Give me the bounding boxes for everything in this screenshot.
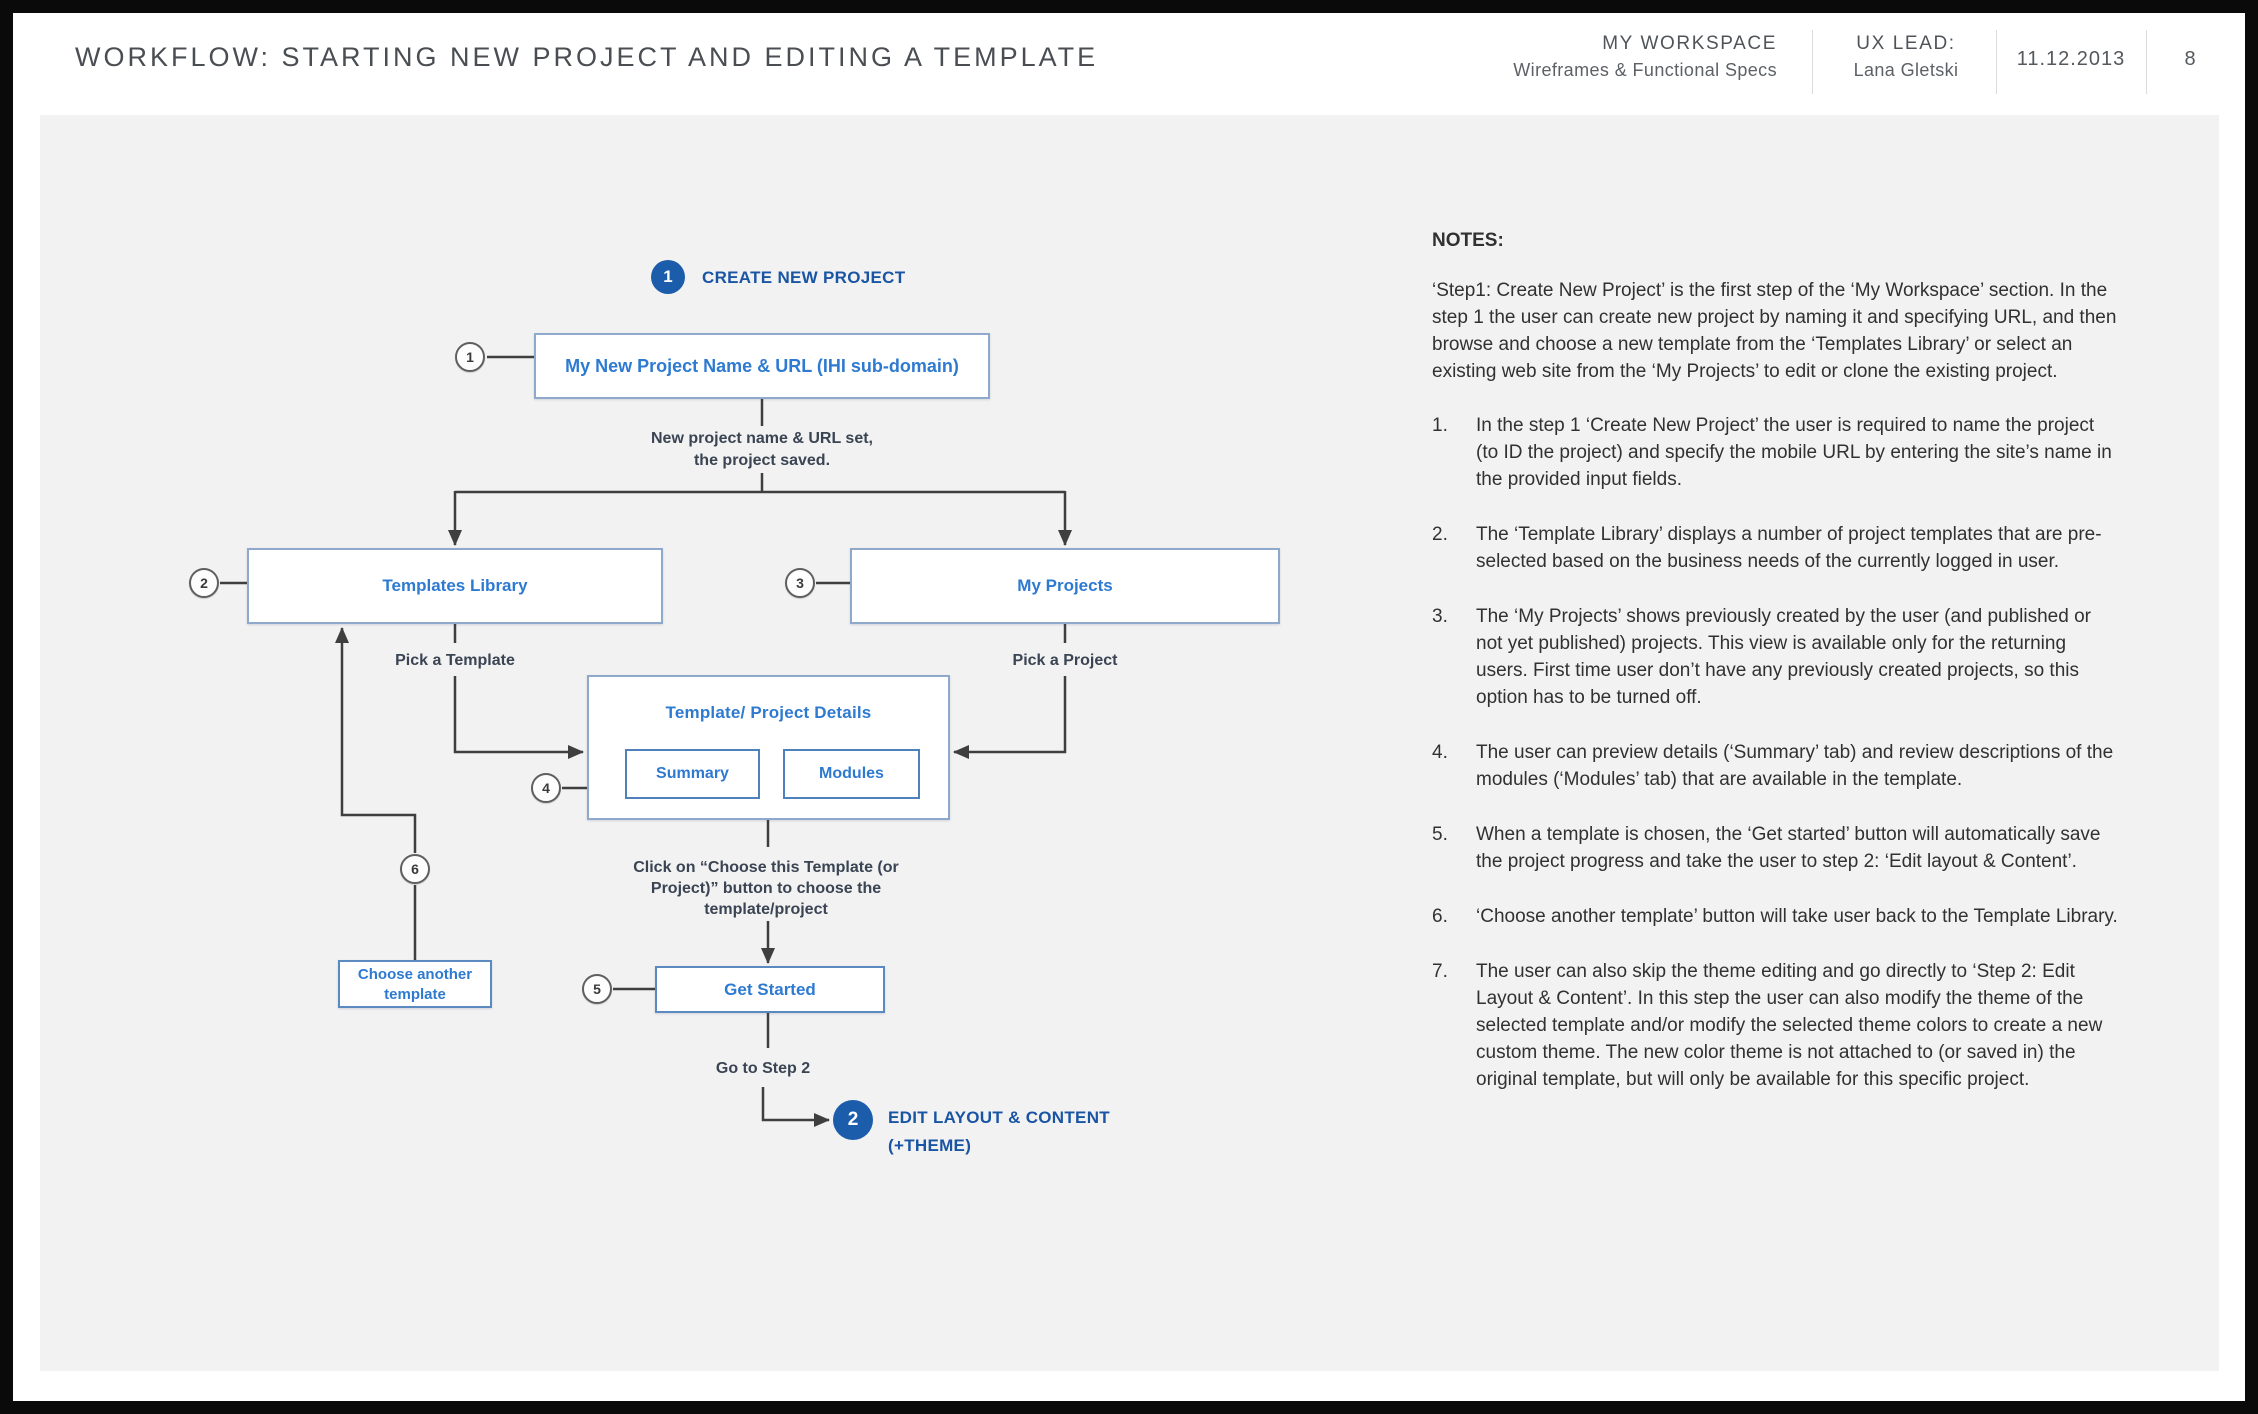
note-item xyxy=(1432,603,2120,711)
header-separator xyxy=(1996,30,1997,94)
note-number: 6. xyxy=(1432,906,1448,927)
callout-1: 1 xyxy=(455,342,485,372)
caption-pick-template: Pick a Template xyxy=(395,652,515,669)
box-get-started: Get Started xyxy=(655,966,885,1013)
caption-go-to-step2: Go to Step 2 xyxy=(715,1060,811,1077)
box-templates-library: Templates Library xyxy=(247,548,663,624)
tab-summary: Summary xyxy=(625,749,760,799)
callout-2: 2 xyxy=(189,568,219,598)
note-text: When a template is chosen, the ‘Get started’ button will automatically save the project progress and take the user to step 2: ‘Edit layout & Content’. xyxy=(1476,824,2101,872)
date: 11.12.2013 xyxy=(2016,48,2126,70)
workspace-block xyxy=(1513,33,1777,81)
header-separator xyxy=(1812,30,1813,94)
page-title: WORKFLOW: STARTING NEW PROJECT AND EDITING A TEMPLATE xyxy=(75,42,1099,72)
details-title: Template/ Project Details xyxy=(665,703,872,722)
step2-badge: 2 xyxy=(833,1100,873,1140)
callout-5: 5 xyxy=(582,974,612,1004)
note-number: 3. xyxy=(1432,606,1448,627)
caption-pick-project: Pick a Project xyxy=(1012,652,1118,669)
note-item xyxy=(1432,903,2120,930)
note-text: ‘Choose another template’ button will take user back to the Template Library. xyxy=(1476,906,2118,927)
note-text: The user can preview details (‘Summary’ tab) and review descriptions of the modules (‘Modules’ tab) that are available in the template. xyxy=(1476,742,2114,790)
note-text: In the step 1 ‘Create New Project’ the user is required to name the project (to ID the project) and specify the mobile URL by entering the site’s name in the provided input fields. xyxy=(1476,415,2112,490)
note-number: 7. xyxy=(1432,961,1448,982)
note-text: The ‘Template Library’ displays a number of project templates that are pre-selected based on the business needs of the currently logged in user. xyxy=(1476,524,2102,572)
note-item xyxy=(1432,521,2120,575)
note-item xyxy=(1432,958,2120,1093)
notes-list xyxy=(1432,412,2120,1093)
ux-lead-block xyxy=(1830,33,1982,81)
step1-badge: 1 xyxy=(651,260,685,294)
workspace-title: MY WORKSPACE xyxy=(1602,33,1777,54)
page-number: 8 xyxy=(2184,48,2196,70)
box-choose-another-template: Choose another template xyxy=(338,960,492,1008)
step2-label: EDIT LAYOUT & CONTENT (+THEME) xyxy=(888,1108,1110,1155)
callout-3: 3 xyxy=(785,568,815,598)
box-project-name: My New Project Name & URL (IHI sub-domain) xyxy=(534,333,990,399)
step1-label: CREATE NEW PROJECT xyxy=(702,268,906,287)
notes-intro: ‘Step1: Create New Project’ is the first step of the ‘My Workspace’ section. In the step 1 the user can create new project by naming it and specifying URL, and then browse and choose a new template from the ‘Templates Library’ or select an existing web site from the ‘My Projects’ to edit or clone the existing project. xyxy=(1432,280,2117,382)
note-text: The user can also skip the theme editing and go directly to ‘Step 2: Edit Layout & Content’. In this step the user can also modify the theme of the selected template and/or modify the selected theme colors to create a new custom theme. The new color theme is not attached to (or saved in) the original template, but will only be available for this specific project. xyxy=(1476,961,2103,1090)
tab-modules: Modules xyxy=(783,749,920,799)
notes-heading: NOTES: xyxy=(1432,230,1504,251)
note-number: 4. xyxy=(1432,742,1448,763)
callout-6: 6 xyxy=(400,854,430,884)
note-text: The ‘My Projects’ shows previously created by the user (and published or not yet published) projects. This view is available only for the returning users. First time user don’t have any previously created projects, so this option has to be turned off. xyxy=(1476,606,2091,708)
caption-click-choose: Click on “Choose this Template (or Project)” button to choose the template/project xyxy=(633,859,899,918)
note-item xyxy=(1432,739,2120,793)
note-number: 2. xyxy=(1432,524,1448,545)
ux-lead-name: Lana Gletski xyxy=(1853,60,1959,80)
note-item xyxy=(1432,412,2120,493)
note-number: 1. xyxy=(1432,415,1448,436)
caption-project-saved: New project name & URL set, the project saved. xyxy=(651,430,873,469)
ux-lead-label: UX LEAD: xyxy=(1856,33,1956,54)
callout-4: 4 xyxy=(531,773,561,803)
workspace-subtitle: Wireframes & Functional Specs xyxy=(1513,60,1777,80)
note-item xyxy=(1432,821,2120,875)
note-number: 5. xyxy=(1432,824,1448,845)
notes-panel xyxy=(1432,230,2120,1121)
box-my-projects: My Projects xyxy=(850,548,1280,624)
